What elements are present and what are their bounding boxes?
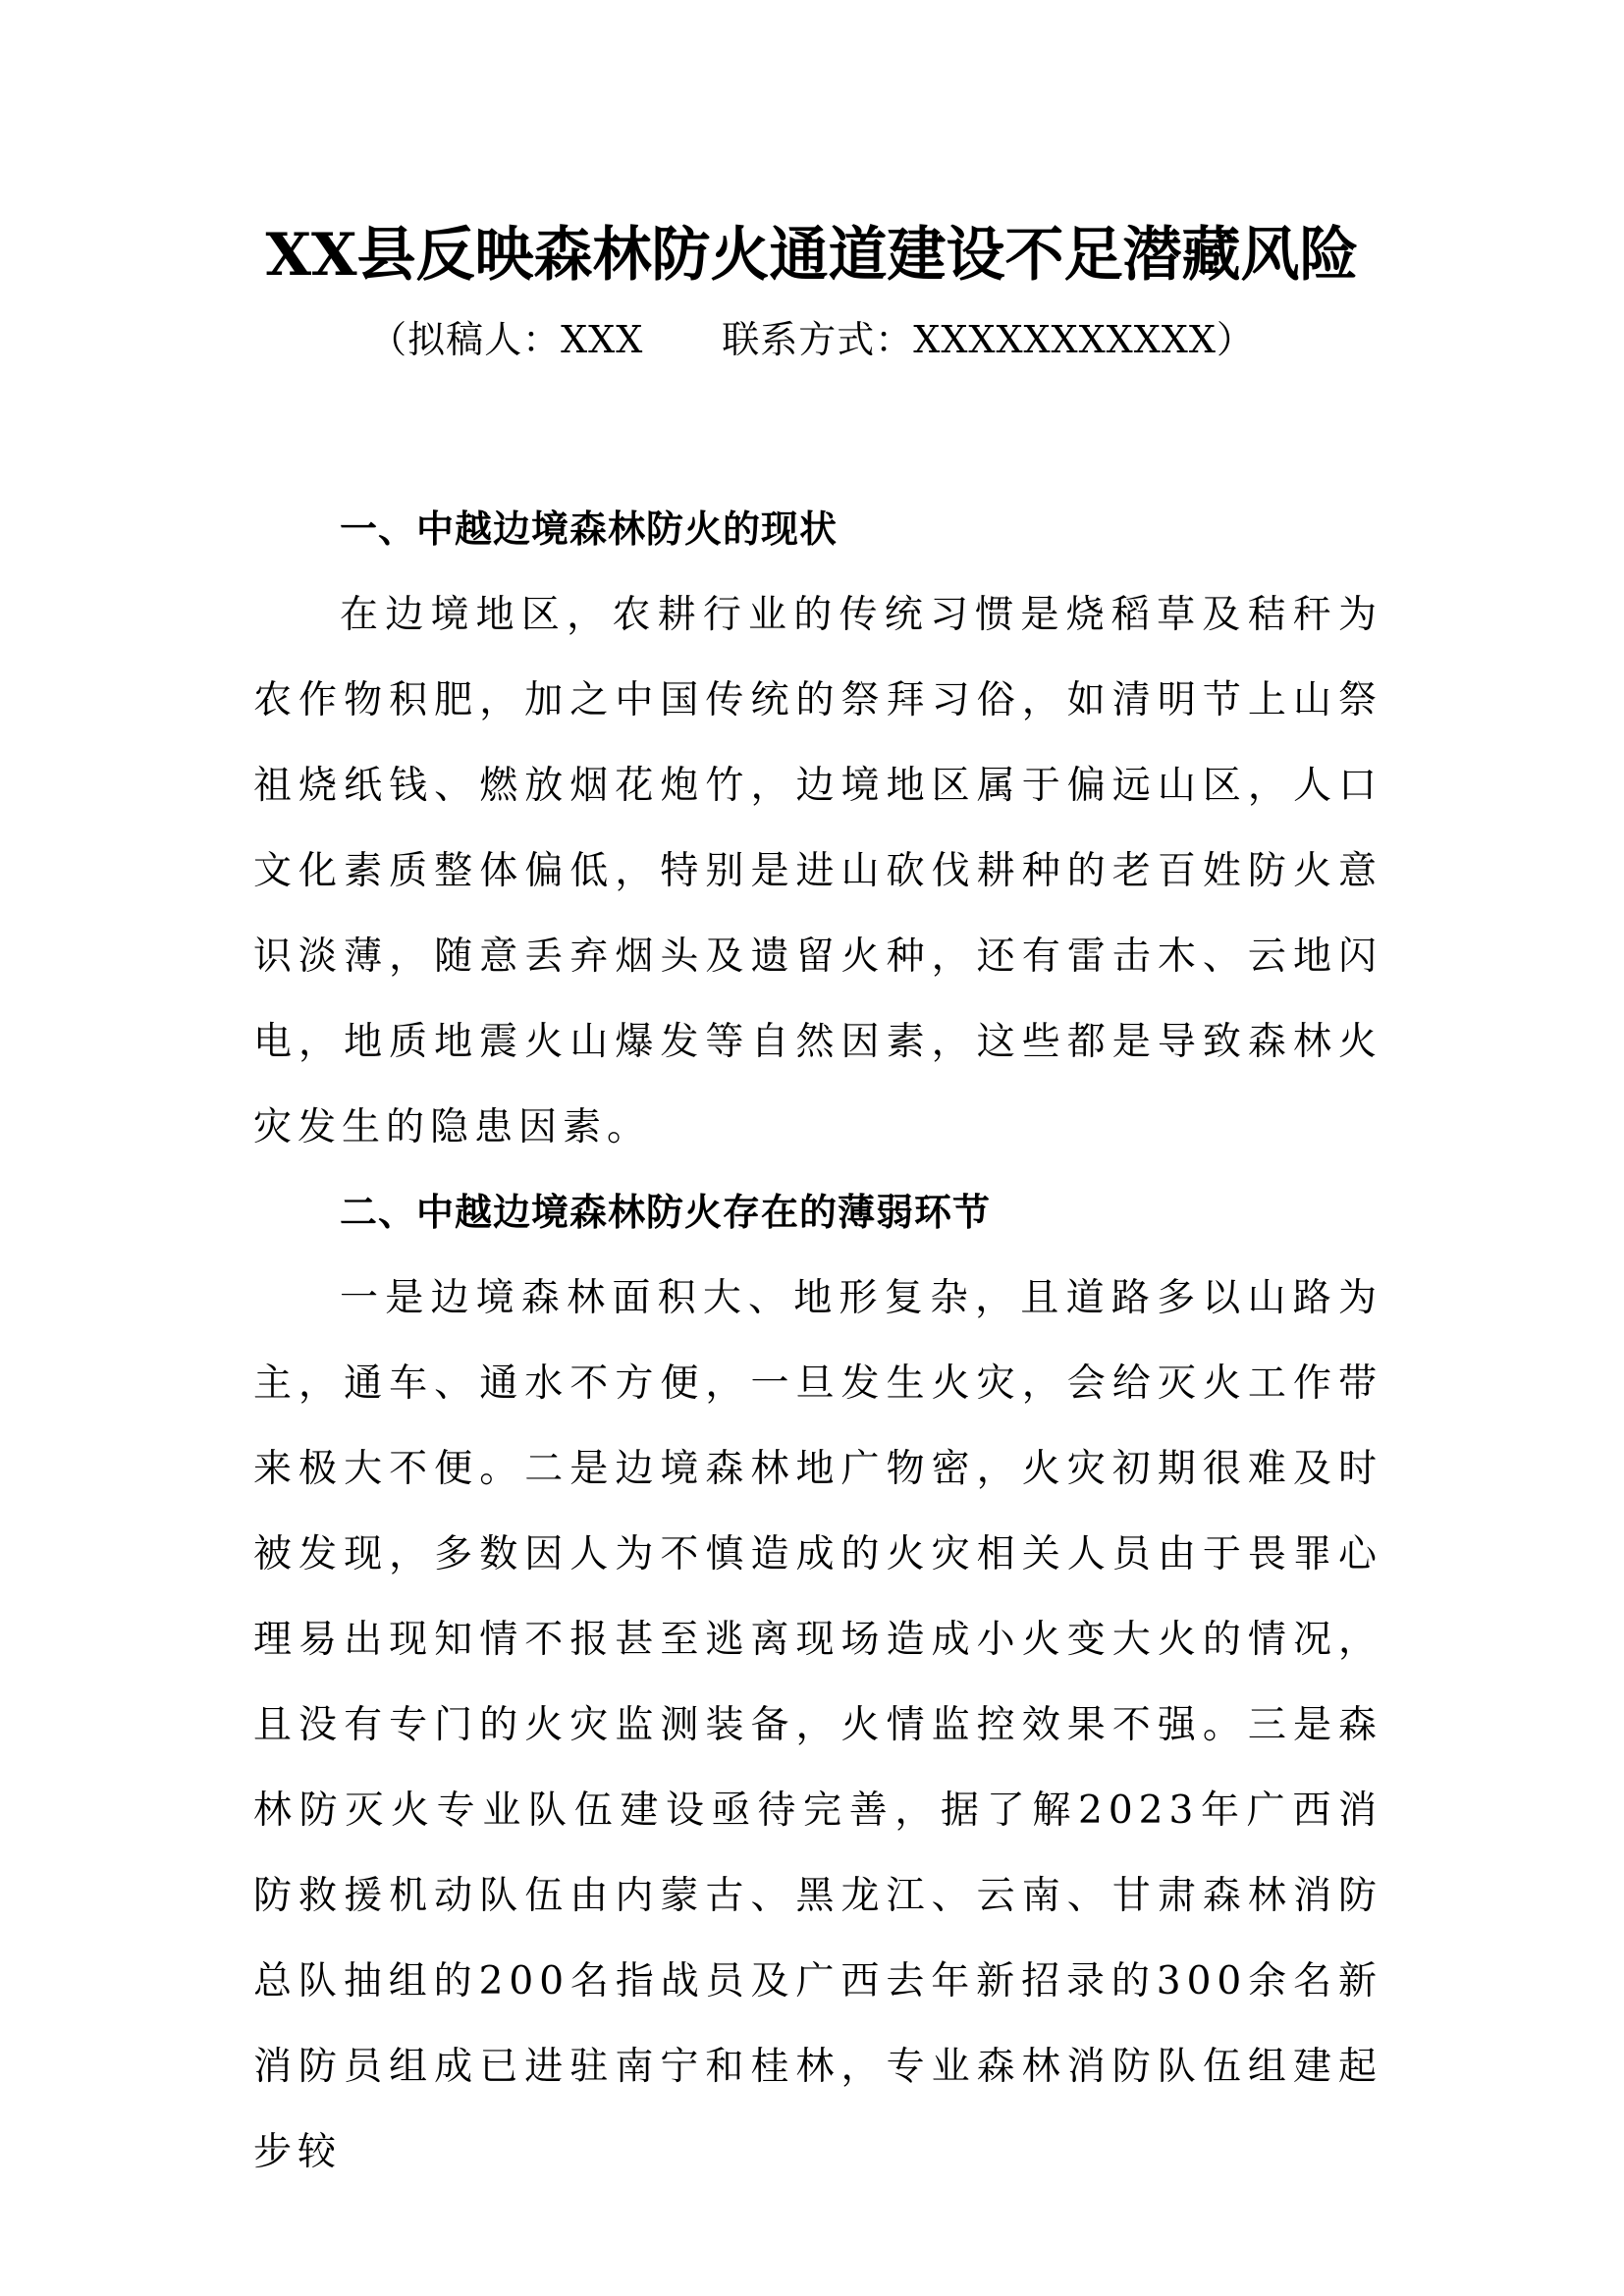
drafter-label: （拟稿人： [369,318,562,361]
section-paragraph-2: 一是边境森林面积大、地形复杂，且道路多以山路为主，通车、通水不方便，一旦发生火灾，会给灭火工作带来极大不便。二是边境森林地广物密，火灾初期很难及时被发现，多数因人为不慎造成的火灾相关人员由于畏罪心理易出现知情不报甚至逃离现场造成小火变大火的情况，且没有专门的火灾监测装备，火情监控效果不强。三是森林防灭火专业队伍建设亟待完善，据了解2023年广西消防救援机动队伍由内蒙古、黑龙江、云南、甘肃森林消防总队抽组的200名指战员及广西去年新招录的300余名新消防员组成已进驻南宁和桂林，专业森林消防队伍组建起步较 [253,1276,1382,2174]
section-heading-2: 二、中越边境森林防火存在的薄弱环节 [340,1191,992,1234]
document-body [253,487,1382,2195]
contact-label: 联系方式： [722,318,914,361]
byline [0,312,1624,367]
drafter-name: XXX [561,318,644,361]
contact-value: XXXXXXXXXXX） [913,318,1255,361]
document-title: XX县反映森林防火通道建设不足潜藏风险 [265,221,1359,290]
section-paragraph-1: 在边境地区，农耕行业的传统习惯是烧稻草及秸秆为农作物积肥，加之中国传统的祭拜习俗，如清明节上山祭祖烧纸钱、燃放烟花炮竹，边境地区属于偏远山区，人口文化素质整体偏低，特别是进山砍伐耕种的老百姓防火意识淡薄，随意丢弃烟头及遗留火种，还有雷击木、云地闪电，地质地震火山爆发等自然因素，这些都是导致森林火灾发生的隐患因素。 [253,593,1382,1149]
section-heading-1: 一、中越边境森林防火的现状 [340,507,839,551]
